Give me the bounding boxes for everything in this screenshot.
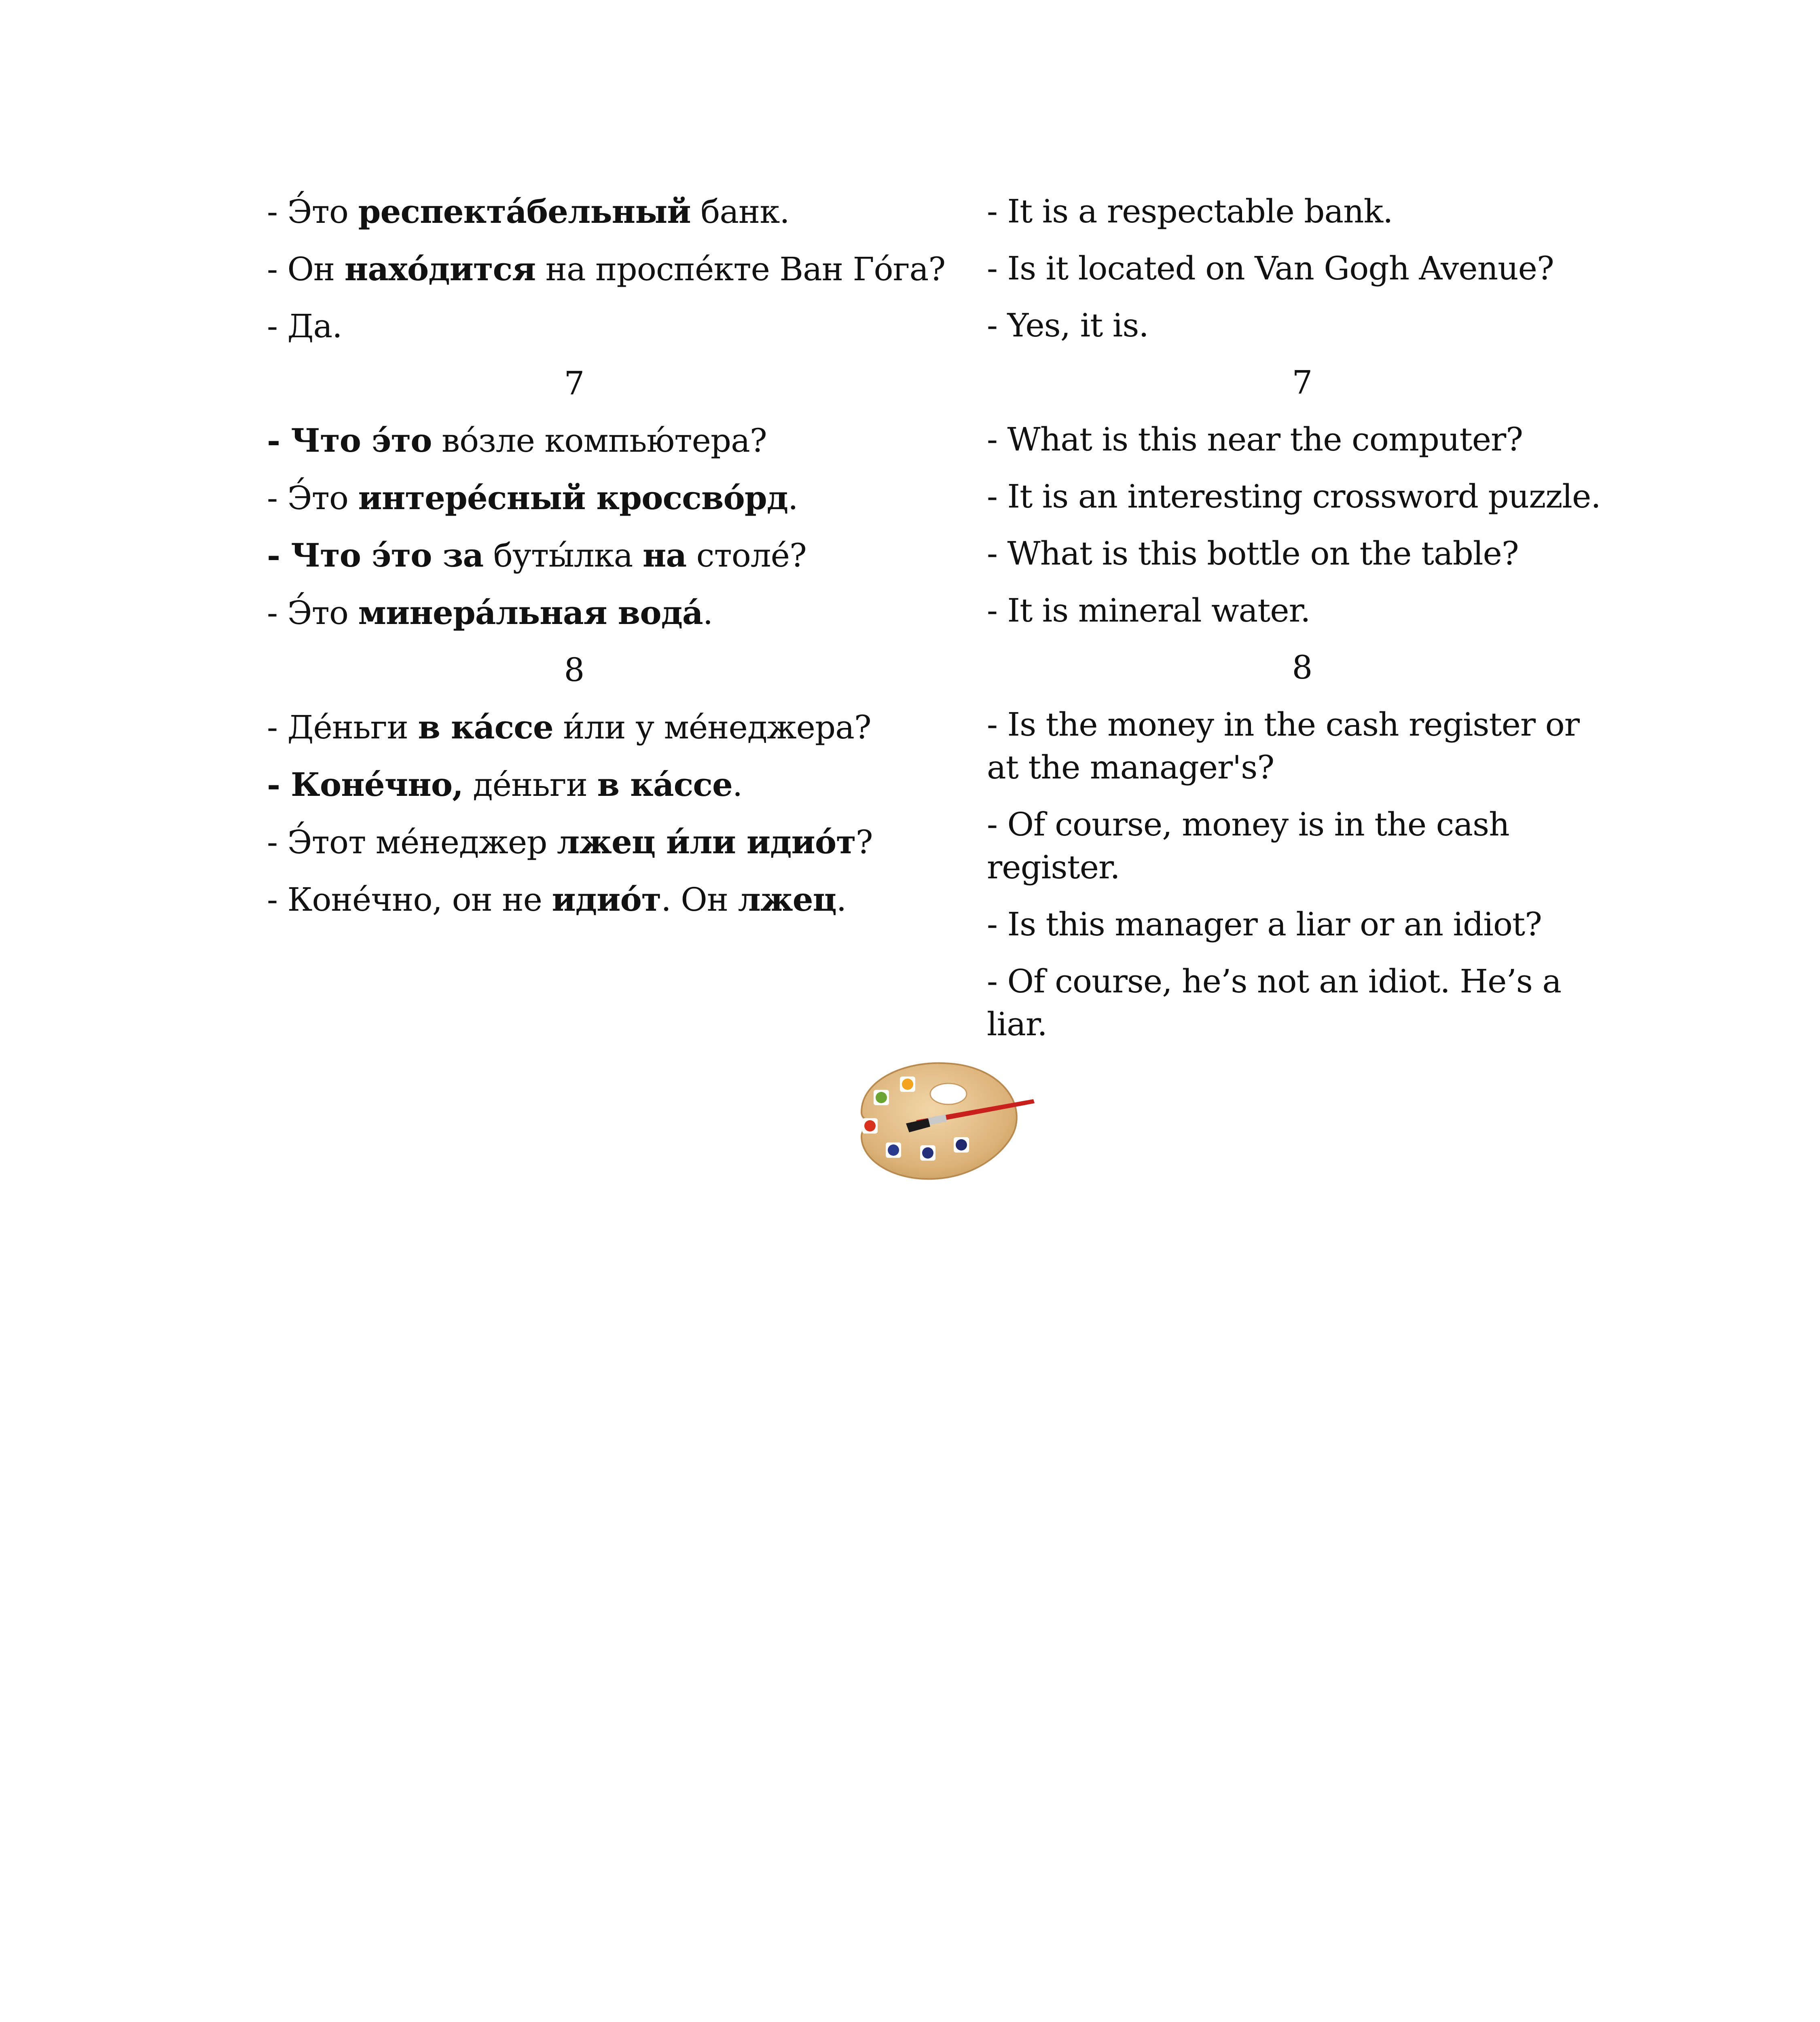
text-run: - Э́то <box>267 193 358 231</box>
english-line: - What is this bottle on the table? <box>987 535 1519 572</box>
bold-phrase: респекта́бельный <box>358 192 691 231</box>
text-run: - Э́то <box>267 479 358 517</box>
bold-phrase: в ка́ссе <box>418 708 553 746</box>
text-run: банк. <box>690 193 789 231</box>
bold-phrase: идио́т <box>552 880 661 918</box>
english-line: - It is mineral water. <box>987 592 1310 629</box>
text-run: на проспе́кте Ван Го́га? <box>535 250 946 288</box>
text-run: . <box>732 766 743 804</box>
text-run: . <box>836 881 847 918</box>
english-line: - Yes, it is. <box>987 307 1149 344</box>
text-run: - Да. <box>267 307 342 345</box>
russian-line <box>267 534 950 577</box>
bold-phrase: лжец и́ли идио́т <box>557 823 856 861</box>
text-run: - Он <box>267 250 345 288</box>
russian-line <box>267 419 950 462</box>
russian-line <box>267 878 950 921</box>
russian-line <box>267 821 950 864</box>
russian-line <box>267 190 950 233</box>
bold-phrase: - Что э́то <box>267 421 432 459</box>
english-line: - Of course, he’s not an idiot. He’s a liar. <box>987 962 1562 1043</box>
text-run: во́зле компью́тера? <box>432 422 767 459</box>
bold-phrase: на <box>642 536 687 574</box>
english-line: - It is an interesting crossword puzzle. <box>987 478 1601 515</box>
english-line: - Of course, money is in the cash register. <box>987 806 1509 886</box>
section-number: 8 <box>564 651 585 689</box>
section-number: 8 <box>1292 649 1313 686</box>
bold-phrase: в ка́ссе <box>597 766 732 804</box>
russian-line <box>267 591 950 635</box>
text-run: де́ньги <box>463 766 597 804</box>
russian-line <box>267 247 950 291</box>
text-run: столе́? <box>686 537 806 574</box>
text-run: - Коне́чно, он не <box>267 881 552 918</box>
russian-line <box>267 476 950 520</box>
text-run: ? <box>855 823 873 861</box>
text-run: . <box>703 594 713 632</box>
section-number: 7 <box>564 364 585 402</box>
text-run: . <box>788 479 798 517</box>
russian-line <box>267 706 950 749</box>
russian-line <box>267 763 950 806</box>
section-number: 7 <box>1292 364 1313 401</box>
paint-palette-icon <box>845 1055 1039 1189</box>
english-column <box>987 190 1618 1060</box>
bold-phrase: минера́льная вода́ <box>358 594 703 632</box>
english-line: - What is this near the computer? <box>987 421 1523 458</box>
bold-phrase: лжец <box>738 880 836 918</box>
russian-column <box>267 190 950 935</box>
english-line: - It is a respectable bank. <box>987 192 1393 230</box>
text-run: . Он <box>661 881 738 918</box>
text-run: - Э́тот ме́неджер <box>267 823 557 861</box>
bold-phrase: - Что э́то за <box>267 536 484 574</box>
text-run: буты́лка <box>483 537 643 574</box>
english-line: - Is this manager a liar or an idiot? <box>987 905 1542 943</box>
bold-phrase: интере́сный кроссво́рд <box>358 479 788 517</box>
text-run: - Э́то <box>267 594 358 632</box>
bold-phrase: - Коне́чно, <box>267 766 463 804</box>
text-run: и́ли у ме́неджера? <box>553 709 871 746</box>
text-run: - Де́ньги <box>267 709 418 746</box>
english-line: - Is the money in the cash register or at the manager's? <box>987 706 1580 786</box>
english-line: - Is it located on Van Gogh Avenue? <box>987 250 1554 287</box>
bold-phrase: нахо́дится <box>344 250 536 288</box>
russian-line <box>267 305 950 348</box>
